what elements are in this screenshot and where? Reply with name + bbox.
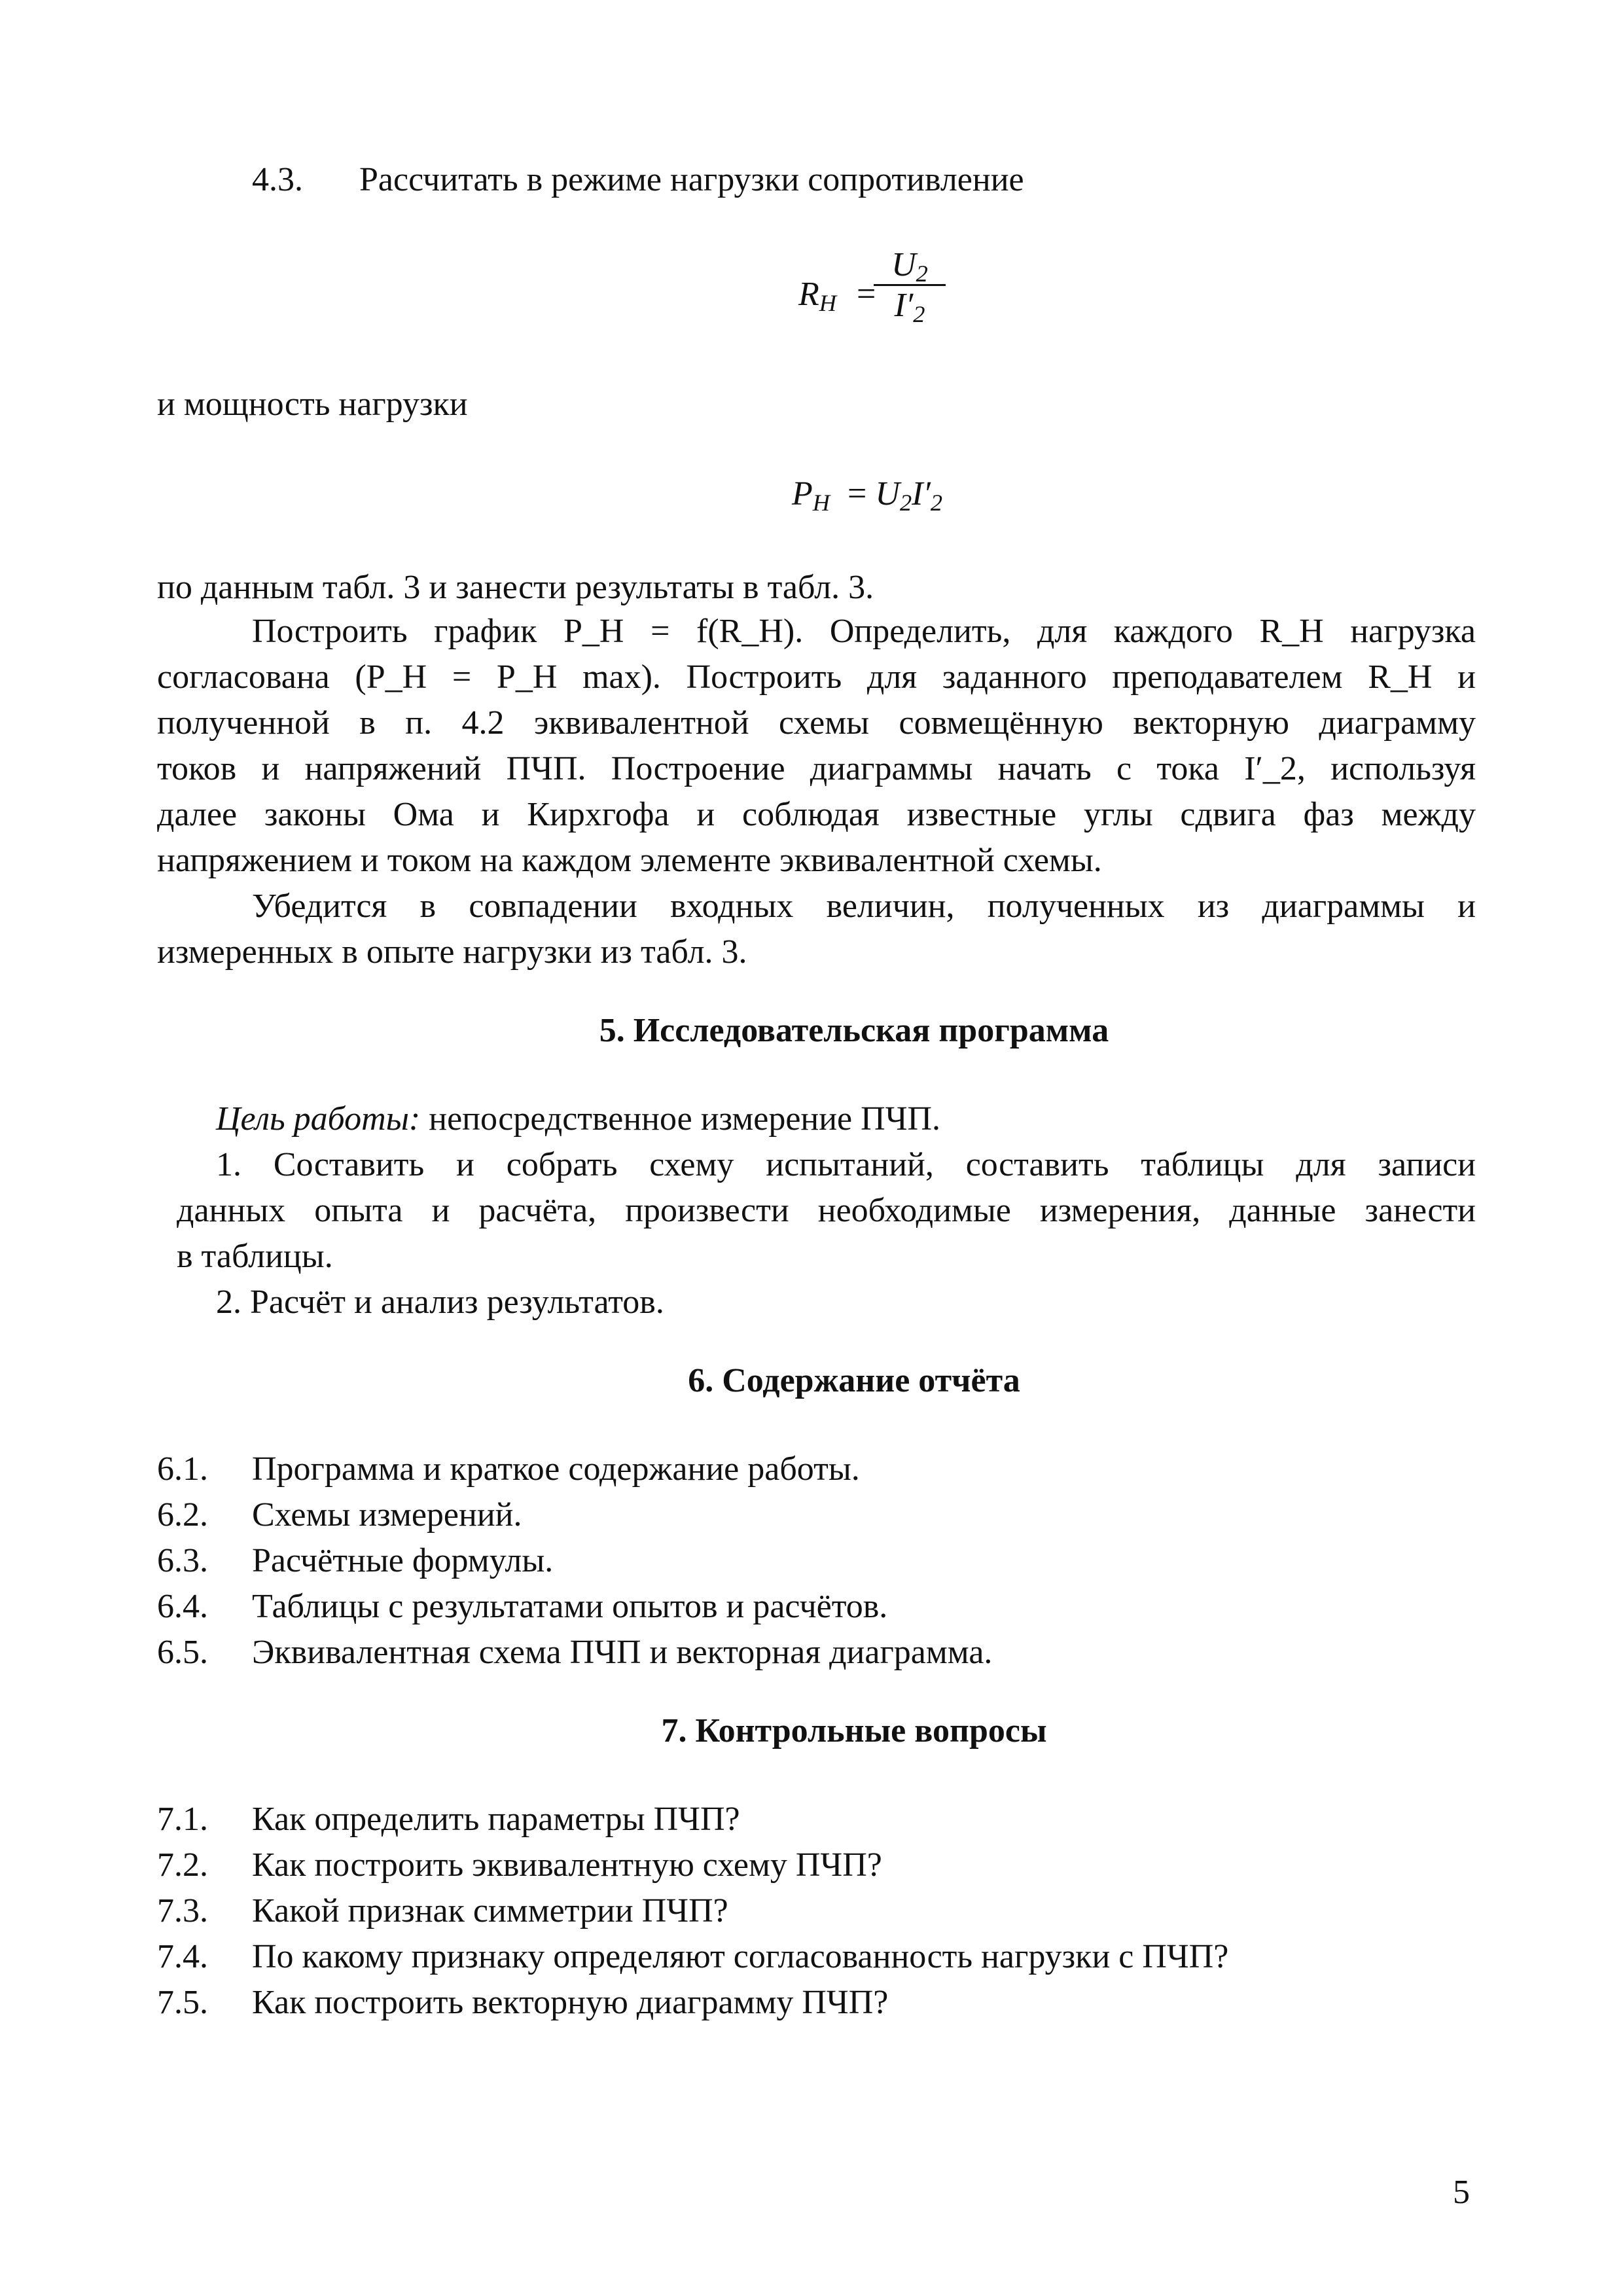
- paragraph-line: далее законы Ома и Кирхгофа и соблюдая известные углы сдвига фаз между: [157, 796, 1476, 833]
- formula-power: $P_H = U_2I'_2$: [792, 475, 943, 516]
- paragraph-line: в таблицы.: [177, 1238, 333, 1275]
- section-4-3-number: 4.3.: [252, 161, 303, 198]
- paragraph-line: напряжением и током на каждом элементе эквивалентной схемы.: [157, 842, 1102, 879]
- section-4-3-heading: [252, 160, 1024, 199]
- formula-resistance-fraction: $U_2$ $I'_2$: [874, 245, 946, 325]
- formula-resistance: $R_H$ =: [798, 276, 876, 317]
- paragraph-line: измеренных в опыте нагрузки из табл. 3.: [157, 933, 747, 971]
- paragraph-line: данных опыта и расчёта, произвести необходимые измерения, данные занести: [177, 1192, 1476, 1229]
- section-4-3-heading-text: Рассчитать в режиме нагрузки сопротивление: [359, 161, 1024, 198]
- paragraph-line: токов и напряжений ПЧП. Построение диаграммы начать с тока I′_2, используя: [157, 750, 1476, 787]
- page-number: 5: [1453, 2174, 1470, 2211]
- research-item-2: 2. Расчёт и анализ результатов.: [216, 1283, 664, 1321]
- paragraph-line: полученной в п. 4.2 эквивалентной схемы совмещённую векторную диаграмму: [157, 704, 1476, 742]
- goal-text: непосредственное измерение ПЧП.: [429, 1100, 941, 1138]
- section-5-title: 5. Исследовательская программа: [599, 1012, 1109, 1049]
- goal-label: Цель работы:: [216, 1100, 421, 1138]
- paragraph-line: 1. Составить и собрать схему испытаний, составить таблицы для записи: [216, 1146, 1476, 1183]
- paragraph-line: Убедится в совпадении входных величин, полученных из диаграммы и: [252, 888, 1476, 925]
- paragraph-line: Построить график P_H = f(R_H). Определить, для каждого R_H нагрузка: [252, 613, 1476, 650]
- document-page: 4.3. Рассчитать в режиме нагрузки сопротивление $R_H$ = $U_2$ $I'_2$ и мощность нагрузки $P_H = U_2I'_2$ по данным табл. 3 и занести результаты в табл. 3. Построить график P_H = f(R_H). Определить, для каждого R_H нагрузка согласована (P_H = P_H max). Построить для заданного преподавателем R_H и полученной в п. 4.2 эквивалентной схемы совмещённую векторную диаграмму токов и напряжений ПЧП. Построение диаграммы начать с тока I′_2, используя далее законы Ома и Кирхгофа и соблюдая известные углы сдвига фаз между напряжением и током на каждом элементе эквивалентной схемы. Убедится в совпадении входных величин, полученных из диаграммы и измеренных в опыте нагрузки из табл. 3. 5. Исследовательская программа Цель работы: непосредственное измерение ПЧП. 1. Составить и собрать схему испытаний, составить таблицы для записи данных опыта и расчёта, произвести необходимые измерения, данные занести в таблицы. 2. Расчёт и анализ результатов. 6. Содержание отчёта 6.1. Программа и краткое содержание работы. 6.2. Схемы измерений. 6.3. Расчётные формулы. 6.4. Таблицы с результатами опытов и расчётов. 6.5. Эквивалентная схема ПЧП и векторная диаграмма. 7. Контрольные вопросы 7.1. Как определить параметры ПЧП? 7.2. Как построить эквивалентную схему ПЧП? 7.3. Какой признак симметрии ПЧП? 7.4. По какому признаку определяют согласованность нагрузки с ПЧП? 7.5. Как построить векторную диаграмму ПЧП? 5: [0, 0, 1623, 2296]
- section-7-title: 7. Контрольные вопросы: [661, 1712, 1047, 1749]
- and-power-text: и мощность нагрузки: [157, 386, 468, 423]
- paragraph-line: согласована (P_H = P_H max). Построить для заданного преподавателем R_H и: [157, 658, 1476, 696]
- paragraph-tables: по данным табл. 3 и занести результаты в табл. 3.: [157, 569, 874, 606]
- goal-line: [216, 1100, 940, 1138]
- section-6-title: 6. Содержание отчёта: [688, 1362, 1020, 1399]
